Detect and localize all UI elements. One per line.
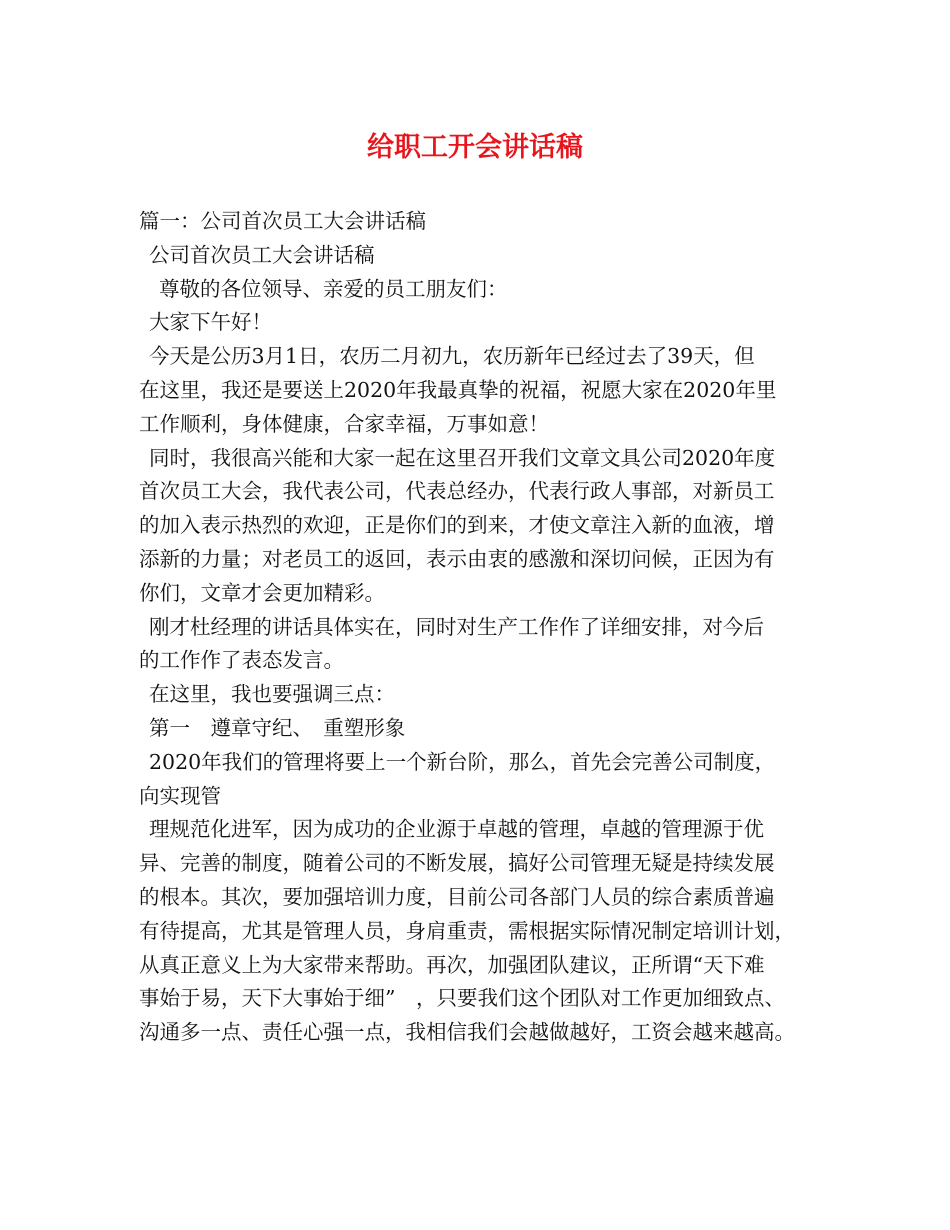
greeting: 大家下午好！ xyxy=(149,310,272,335)
speech-title: 公司首次员工大会讲话稿 xyxy=(149,242,375,267)
paragraph-line: 理规范化进军，因为成功的企业源于卓越的管理，卓越的管理源于优 xyxy=(149,817,764,842)
document-title: 给职工开会讲话稿 xyxy=(367,132,583,163)
paragraph-line: 有待提高，尤其是管理人员，身肩重责，需根据实际情况制定培训计划， xyxy=(139,918,795,943)
paragraph-line: 首次员工大会，我代表公司，代表总经办，代表行政人事部，对新员工 xyxy=(139,479,775,504)
paragraph-line: 事始于易，天下大事始于细” ，只要我们这个团队对工作更加细致点、 xyxy=(139,986,785,1011)
paragraph-line: 的加入表示热烈的欢迎，正是你们的到来，才使文章注入新的血液，增 xyxy=(139,513,775,538)
paragraph-line: 2020年我们的管理将要上一个新台阶，那么，首先会完善公司制度， xyxy=(149,749,776,774)
paragraph-line: 刚才杜经理的讲话具体实在，同时对生产工作作了详细安排，对今后 xyxy=(149,614,764,639)
paragraph-line: 的根本。其次，要加强培训力度，目前公司各部门人员的综合素质普遍 xyxy=(139,884,775,909)
salutation: 尊敬的各位领导、亲爱的员工朋友们： xyxy=(159,276,508,301)
paragraph-line: 同时，我很高兴能和大家一起在这里召开我们文章文具公司2020年度 xyxy=(149,445,776,470)
paragraph-line: 异、完善的制度，随着公司的不断发展，搞好公司管理无疑是持续发展 xyxy=(139,851,775,876)
paragraph-line: 在这里，我也要强调三点： xyxy=(149,682,395,707)
paragraph-line: 向实现管 xyxy=(139,783,221,808)
paragraph-line: 今天是公历3月1日，农历二月初九，农历新年已经过去了39天，但 xyxy=(149,344,755,369)
section-heading: 篇一：公司首次员工大会讲话稿 xyxy=(139,209,426,233)
point-heading: 第一 遵章守纪、 重塑形象 xyxy=(149,715,406,740)
paragraph-line: 从真正意义上为大家带来帮助。再次，加强团队建议，正所谓“天下难 xyxy=(139,952,765,977)
paragraph-line: 沟通多一点、责任心强一点，我相信我们会越做越好，工资会越来越高。 xyxy=(139,1020,795,1045)
paragraph-line: 在这里，我还是要送上2020年我最真挚的祝福，祝愿大家在2020年里 xyxy=(139,377,777,402)
paragraph-line: 你们，文章才会更加精彩。 xyxy=(139,580,385,605)
paragraph-line: 工作顺利，身体健康，合家幸福，万事如意！ xyxy=(139,411,549,436)
paragraph-line: 添新的力量；对老员工的返回，表示由衷的感激和深切问候，正因为有 xyxy=(139,546,775,571)
document-body xyxy=(139,205,829,1050)
paragraph-line: 的工作作了表态发言。 xyxy=(139,648,344,673)
